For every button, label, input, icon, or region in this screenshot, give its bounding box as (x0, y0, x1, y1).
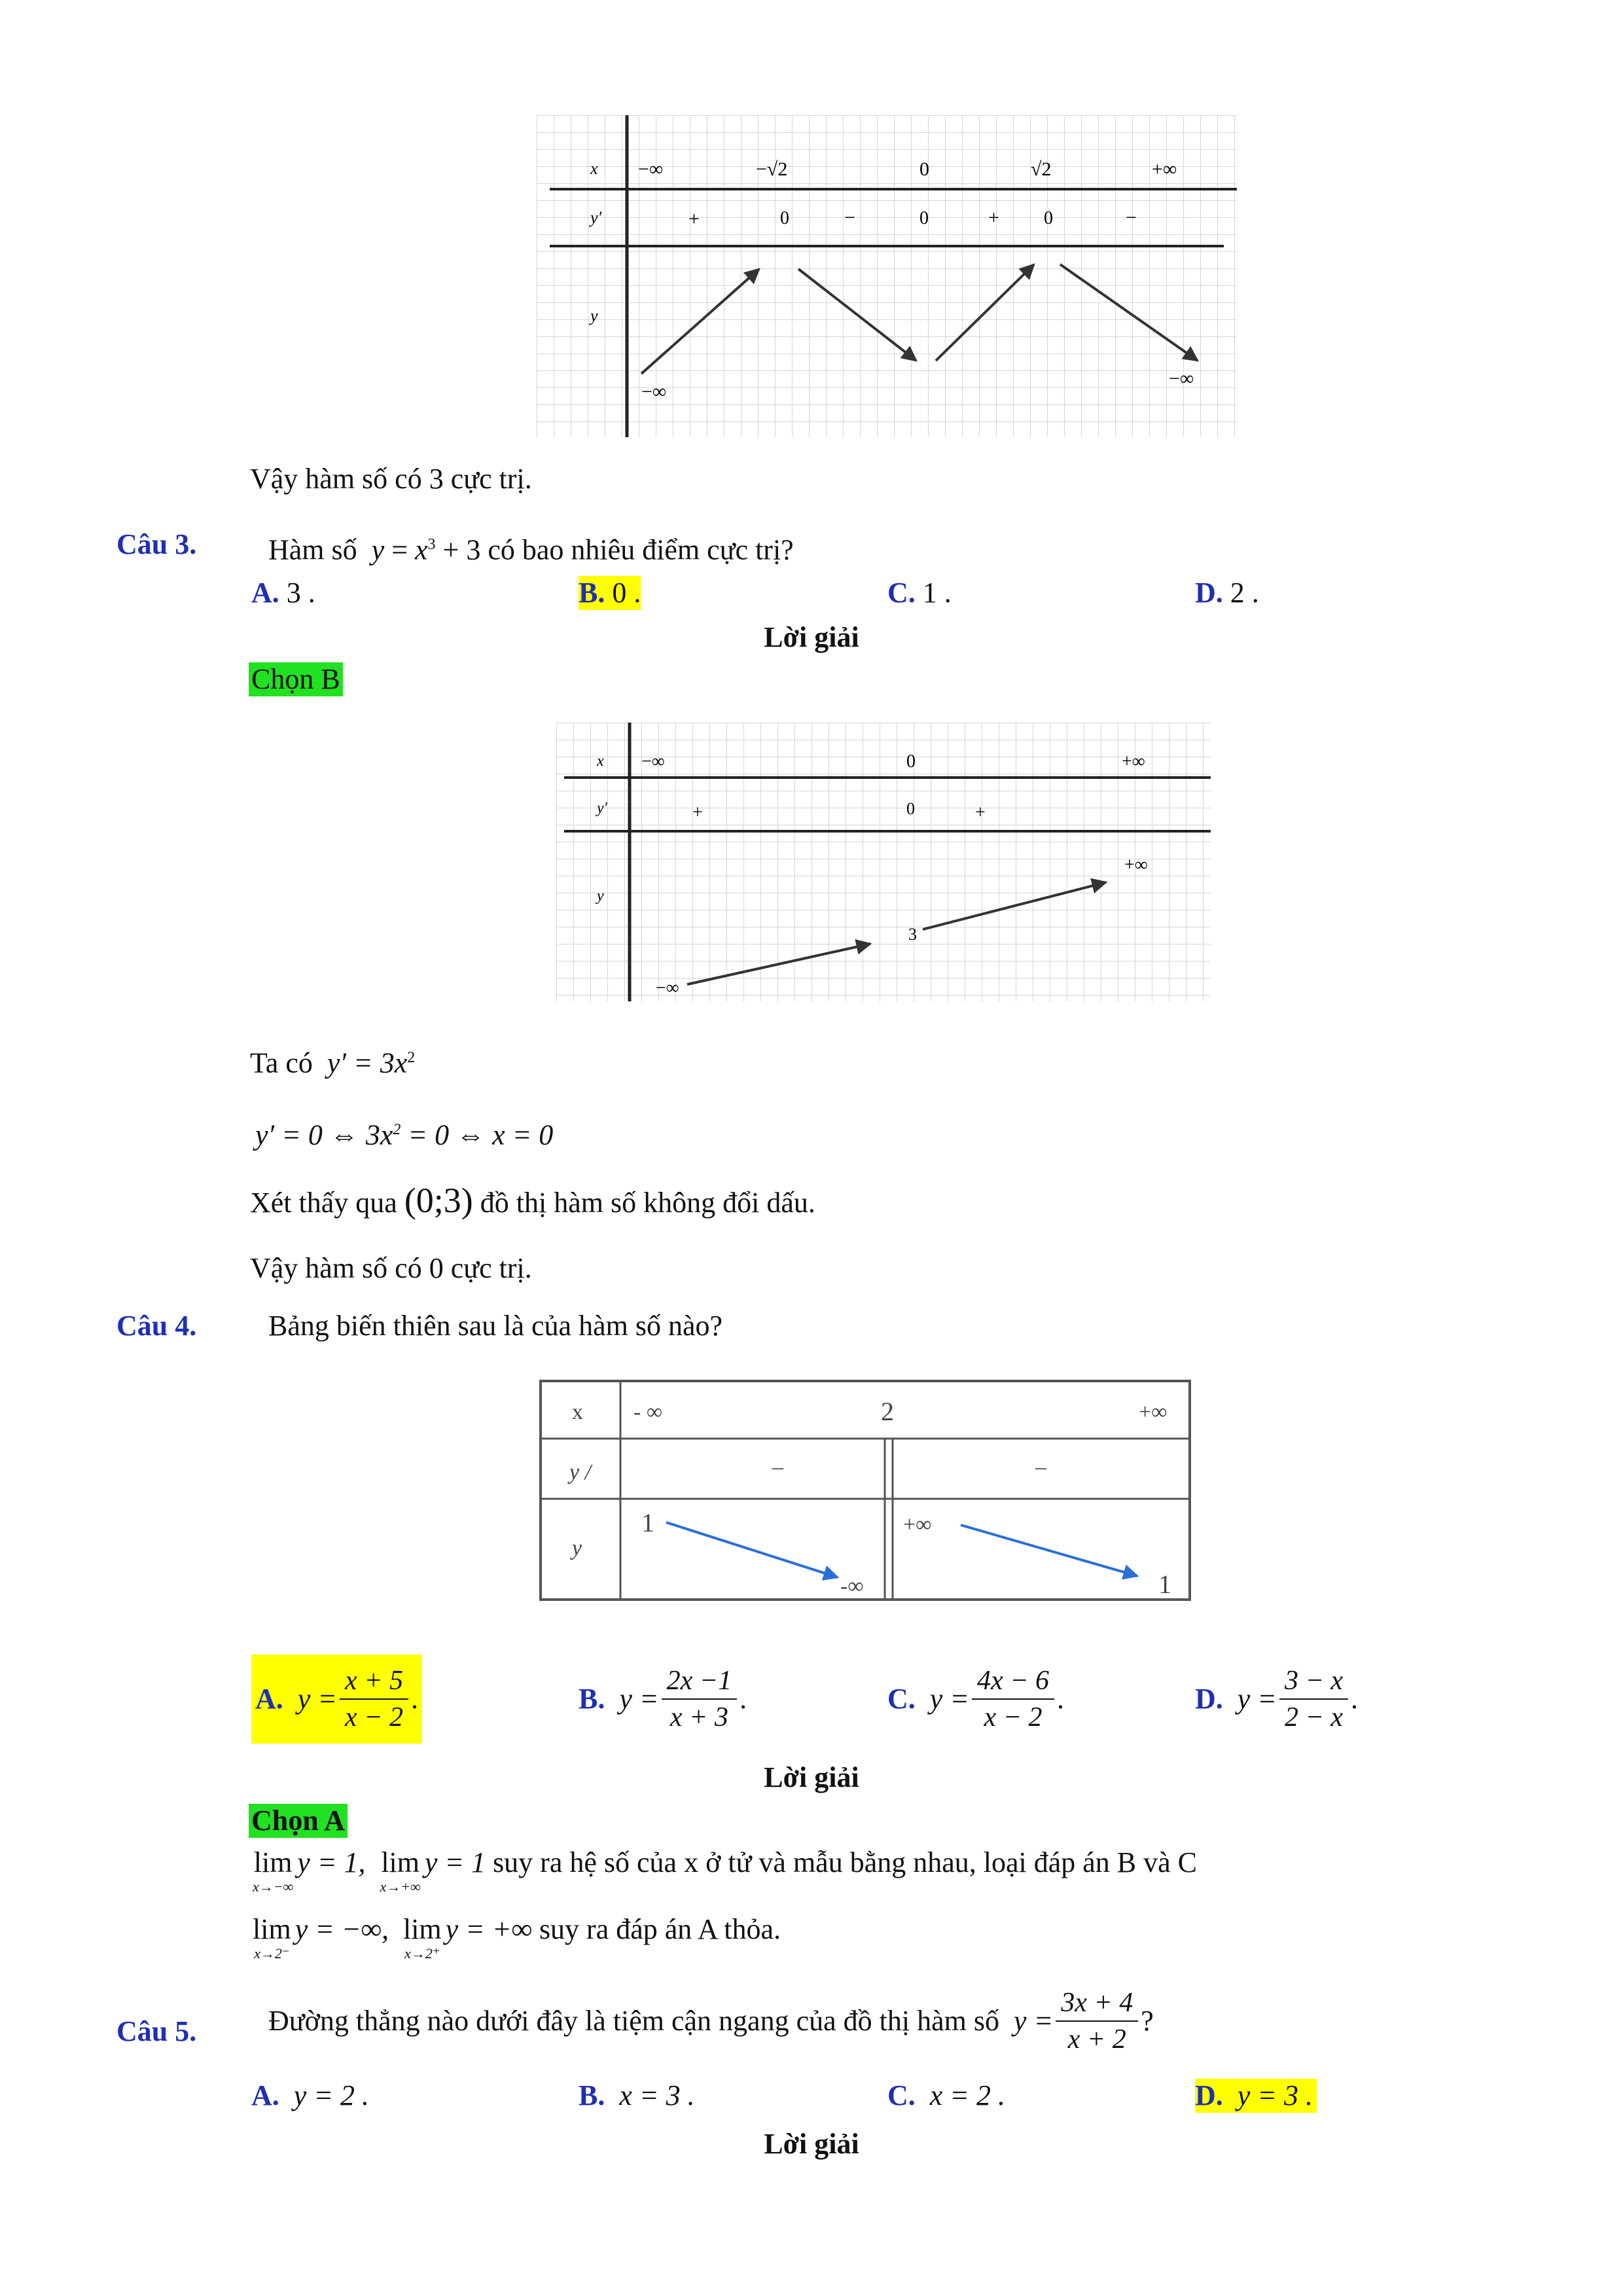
question-3-text: Hàm số $y = x^3 + 3$ có bao nhiêu điểm cực trị? (268, 533, 794, 566)
t3-x-val: 2 (881, 1397, 894, 1426)
sol3-line3: Xét thấy qua (0;3) đồ thị hàm số không đổi dấu. (250, 1181, 815, 1220)
t1-label-y: y (590, 306, 598, 325)
t3-x-val: - ∞ (633, 1400, 663, 1424)
q3-option-b[interactable]: B. 0 . (579, 577, 641, 609)
q3-option-d[interactable]: D. 2 . (1195, 577, 1259, 609)
q3-option-c[interactable]: C. 1 . (887, 577, 952, 609)
sol3-line1: Ta có $y' = 3x^2$ (250, 1047, 416, 1079)
t3-label-y: y (572, 1536, 582, 1560)
question-3-label: Câu 3. (116, 528, 197, 560)
t3-y-right-top: +∞ (903, 1513, 932, 1537)
t1-label-x: x (590, 159, 598, 178)
t2-yp-val: + (692, 802, 703, 823)
t2-yp-val: + (975, 802, 986, 823)
t2-x-val: 0 (906, 751, 916, 772)
t1-yp-val: + (688, 208, 700, 230)
q4-option-d[interactable]: D. y = $\frac{3 - x}{2 - x}$ . (1195, 1666, 1358, 1732)
variation-table-3 (535, 1377, 1195, 1604)
t2-x-val: +∞ (1122, 751, 1145, 772)
question-5-text: Đường thẳng nào dưới đây là tiệm cận ngang của đồ thị hàm số y = $\frac{3x + 4}{x + 2}$ ? (268, 1988, 1154, 2054)
q4-solution-title: Lời giải (764, 1761, 859, 1793)
t2-y-val: +∞ (1124, 855, 1148, 875)
t1-x-val: −∞ (638, 158, 664, 180)
t3-yp-val: – (772, 1455, 783, 1479)
t3-label-yp: y / (569, 1460, 592, 1484)
t3-yp-val: – (1035, 1455, 1046, 1479)
q3-choice: Chọn B (249, 662, 343, 696)
q4-option-b[interactable]: B. y = $\frac{2x -1}{x + 3}$ . (579, 1666, 747, 1732)
question-4-label: Câu 4. (116, 1310, 197, 1342)
t1-yp-val: 0 (780, 208, 789, 228)
t1-yp-val: + (988, 207, 999, 228)
t1-x-val: +∞ (1152, 158, 1177, 180)
q4-choice: Chọn A (249, 1804, 348, 1838)
t1-x-val: √2 (1031, 158, 1052, 180)
t2-label-x: x (597, 753, 604, 770)
t1-label-yp: y′ (590, 208, 602, 227)
t1-x-val: −√2 (756, 158, 788, 180)
t2-y-val: 3 (908, 925, 917, 944)
t3-y-right-bottom: 1 (1158, 1570, 1171, 1599)
t2-label-yp: y′ (597, 800, 607, 817)
t2-yp-val: 0 (906, 799, 915, 818)
sol3-line4: Vậy hàm số có 0 cực trị. (250, 1252, 532, 1284)
t3-y-left-bottom: -∞ (840, 1574, 864, 1598)
t3-y-left-top: 1 (641, 1508, 654, 1537)
sol3-line2: y′ = 0 ⇔ $3x^2 = 0$ ⇔ x = 0 (255, 1119, 554, 1151)
t2-label-y: y (597, 888, 604, 905)
t1-y-left: −∞ (641, 381, 667, 403)
q3-solution-title: Lời giải (764, 621, 859, 653)
q5-solution-title: Lời giải (764, 2128, 859, 2160)
q4-sol-line1: lim x→−∞ y = 1, lim x→+∞ y = 1 suy ra hệ số của x ở tử và mẫu bằng nhau, loại đáp án B và C (253, 1846, 1198, 1895)
conclusion-line: Vậy hàm số có 3 cực trị. (250, 463, 532, 495)
q5-option-b[interactable]: B. x = 3 . (579, 2079, 695, 2111)
t2-y-val: −∞ (656, 978, 679, 998)
t1-yp-val: − (1126, 207, 1137, 228)
t1-yp-val: − (844, 207, 855, 228)
q4-option-c[interactable]: C. y = $\frac{4x - 6}{x - 2}$ . (887, 1666, 1064, 1732)
t2-x-val: −∞ (641, 751, 665, 772)
q5-option-d[interactable]: D. y = 3 . (1195, 2079, 1317, 2113)
question-4-text: Bảng biến thiên sau là của hàm số nào? (268, 1310, 723, 1342)
variation-table-1 (537, 115, 1237, 437)
t3-x-val: +∞ (1139, 1400, 1168, 1424)
t1-yp-val: 0 (919, 208, 929, 228)
t3-label-x: x (572, 1400, 583, 1424)
question-5-label: Câu 5. (116, 2015, 197, 2047)
t1-y-right: −∞ (1169, 368, 1194, 389)
variation-table-2 (556, 723, 1211, 1001)
q4-sol-line2: lim x→2⁻ y = −∞, lim x→2⁺ y = +∞ suy ra đáp án A thỏa. (253, 1913, 781, 1962)
t1-yp-val: 0 (1044, 208, 1053, 228)
q5-option-a[interactable]: A. y = 2 . (251, 2079, 370, 2111)
q5-option-c[interactable]: C. x = 2 . (887, 2079, 1006, 2111)
t1-x-val: 0 (919, 158, 929, 180)
q4-option-a[interactable]: A. y = $\frac{x + 5}{x - 2}$ . (251, 1655, 422, 1744)
q3-option-a[interactable]: A. 3 . (251, 577, 315, 609)
